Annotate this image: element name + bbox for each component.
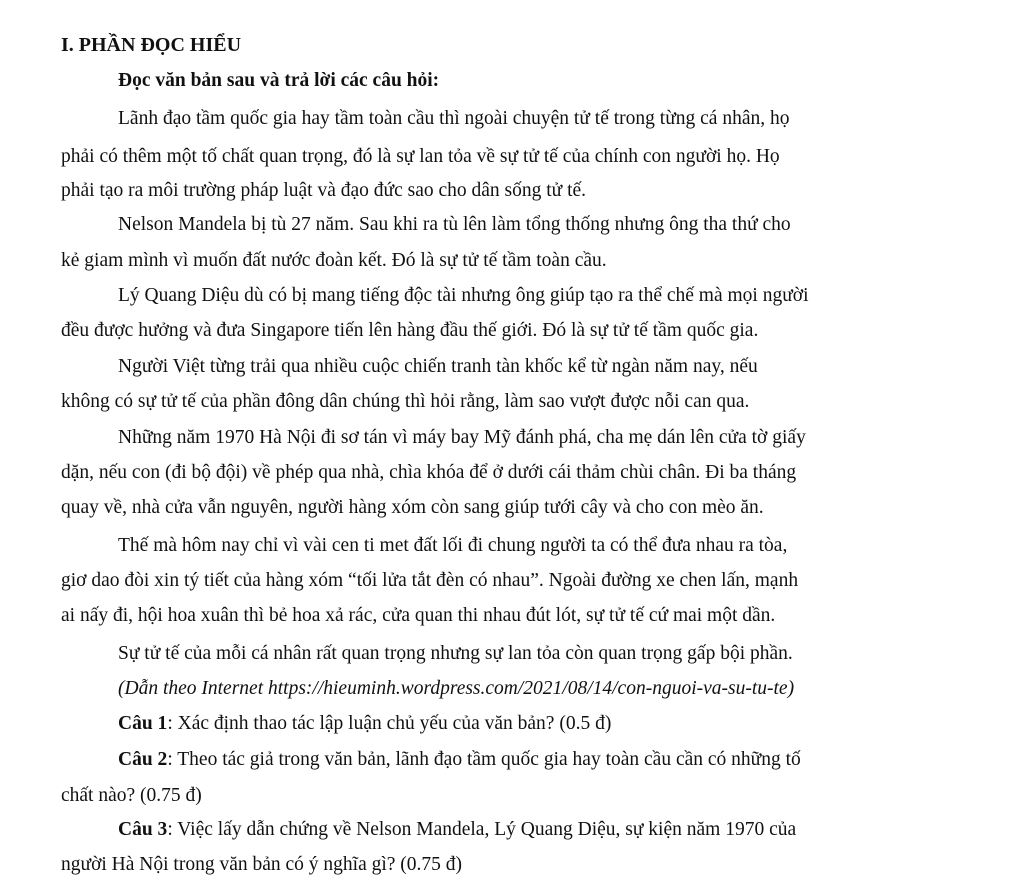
question-3-label: Câu 3 <box>118 819 168 840</box>
paragraph-3-line-1: Lý Quang Diệu dù có bị mang tiếng độc tài nhưng ông giúp tạo ra thể chế mà mọi người <box>118 285 809 306</box>
paragraph-6-line-1: Thế mà hôm nay chỉ vì vài cen ti met đất lối đi chung người ta có thể đưa nhau ra tòa, <box>118 535 788 556</box>
paragraph-6-line-3: ai nấy đi, hội hoa xuân thì bẻ hoa xả rác, cửa quan thi nhau đút lót, sự tử tế cứ mai một dần. <box>61 605 776 626</box>
question-1-line-1 <box>118 714 611 734</box>
paragraph-7-line-1: Sự tử tế của mỗi cá nhân rất quan trọng nhưng sự lan tỏa còn quan trọng gấp bội phần. <box>118 643 793 664</box>
cut-off-next-line <box>240 876 860 890</box>
paragraph-4-line-2: không có sự tử tế của phần đông dân chúng thì hỏi rằng, làm sao vượt được nỗi can qua. <box>61 391 750 412</box>
question-2-line-2: chất nào? (0.75 đ) <box>61 785 202 806</box>
source-citation: (Dẫn theo Internet https://hieuminh.wordpress.com/2021/08/14/con-nguoi-va-su-tu-te) <box>118 678 795 699</box>
paragraph-4-line-1: Người Việt từng trải qua nhiều cuộc chiến tranh tàn khốc kể từ ngàn năm nay, nếu <box>118 356 758 377</box>
paragraph-5-line-3: quay về, nhà cửa vẫn nguyên, người hàng xóm còn sang giúp tưới cây và cho con mèo ăn. <box>61 497 764 518</box>
question-2-text: : Theo tác giả trong văn bản, lãnh đạo tầm quốc gia hay toàn cầu cần có những tố <box>167 749 801 770</box>
paragraph-1-line-2: phải có thêm một tố chất quan trọng, đó là sự lan tỏa về sự tử tế của chính con người họ. Họ <box>61 146 780 167</box>
paragraph-5-line-2: dặn, nếu con (đi bộ đội) về phép qua nhà, chìa khóa để ở dưới cái thảm chùi chân. Đi ba tháng <box>61 462 797 483</box>
reading-instruction: Đọc văn bản sau và trả lời các câu hỏi: <box>118 70 440 91</box>
paragraph-5-line-1: Những năm 1970 Hà Nội đi sơ tán vì máy bay Mỹ đánh phá, cha mẹ dán lên cửa tờ giấy <box>118 427 806 448</box>
paragraph-1-line-3: phải tạo ra môi trường pháp luật và đạo đức sao cho dân sống tử tế. <box>61 180 587 201</box>
question-3-line-2: người Hà Nội trong văn bản có ý nghĩa gì? (0.75 đ) <box>61 854 463 875</box>
question-3-line-1 <box>118 820 796 840</box>
question-2-line-1 <box>118 750 801 770</box>
paragraph-2-line-1: Nelson Mandela bị tù 27 năm. Sau khi ra tù lên làm tổng thống nhưng ông tha thứ cho <box>118 214 791 235</box>
question-1-text: : Xác định thao tác lập luận chủ yếu của văn bản? (0.5 đ) <box>167 713 612 734</box>
question-1-label: Câu 1 <box>118 713 168 734</box>
paragraph-6-line-2: giơ dao đòi xin tý tiết của hàng xóm “tối lửa tắt đèn có nhau”. Ngoài đường xe chen lấn, mạnh <box>61 570 799 591</box>
question-3-text: : Việc lấy dẫn chứng về Nelson Mandela, Lý Quang Diệu, sự kiện năm 1970 của <box>167 819 797 840</box>
paragraph-1-line-1 <box>118 109 959 129</box>
question-2-label: Câu 2 <box>118 749 168 770</box>
section-title: I. PHẦN ĐỌC HIỂU <box>61 34 242 56</box>
paragraph-1-text-1: Lãnh đạo tầm quốc gia hay tầm toàn cầu thì ngoài chuyện tử tế trong từng cá nhân, họ <box>118 108 790 129</box>
paragraph-3-line-2: đều được hưởng và đưa Singapore tiến lên hàng đầu thế giới. Đó là sự tử tế tầm quốc gia. <box>61 320 759 341</box>
paragraph-2-line-2: kẻ giam mình vì muốn đất nước đoàn kết. Đó là sự tử tế tầm toàn cầu. <box>61 250 607 271</box>
